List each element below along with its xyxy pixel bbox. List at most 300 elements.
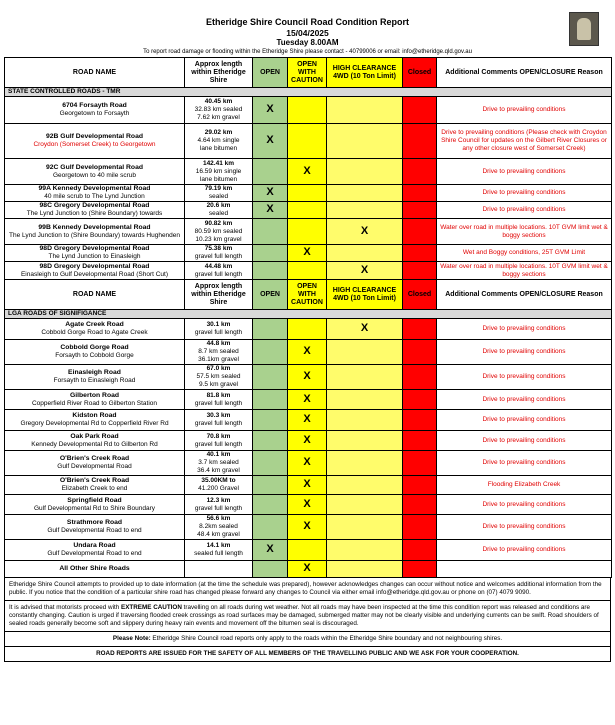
status-high-cell [327,561,403,578]
status-high-cell [327,515,403,540]
comment-cell [437,202,612,219]
status-high-cell [327,476,403,495]
length-line: 75.38 km [204,245,233,252]
comment: Water over road in multiple locations. 10T GVM limit wet & boggy sections [440,262,608,278]
safety-notice: ROAD REPORTS ARE ISSUED FOR THE SAFETY OF ALL MEMBERS OF THE TRAVELLING PUBLIC AND WE ASK FOR YOUR COOPERATION. [4,647,611,662]
status-closed-cell [403,540,437,561]
col-road-name-2: ROAD NAME [5,280,185,310]
status-high-cell [327,365,403,390]
status-high-cell [327,319,403,340]
status-open-cell [253,540,288,561]
status-closed-cell [403,495,437,515]
length-line: 32.83 km sealed [194,106,243,113]
table-row [5,390,612,410]
comment-cell [437,185,612,202]
status-mark: X [303,164,311,177]
status-closed-cell [403,219,437,245]
status-open-cell [253,410,288,431]
road-section: Forsayth to Cobbold Gorge [55,352,134,359]
disclaimer-2c: travelling on all roads during wet weather. Not all roads may have been inspected at the time this condition report was released and conditions are constantly changing. Caution is urged if traversing flooded creek crossings as road surfaces may be damaged, submerged matter may not be clearly visible and underlying currents can be swift. Road shoulders of sealed roads generally become soft and slippery during heavy rain events and movement off the bitumen seal is discouraged. [9,604,599,627]
length-line: lane bitumen [199,145,238,152]
length-line: 40.45 km [204,98,233,105]
status-caution-cell [288,431,327,451]
comment-cell [437,390,612,410]
status-high-cell [327,410,403,431]
road-section: Gulf Developmental Road to end [47,550,142,557]
status-mark: X [303,562,311,574]
road-report-page [4,3,611,719]
road-name-cell [5,451,185,476]
comment-cell [437,540,612,561]
road-name: Strathmore Road [66,519,123,526]
road-name-cell [5,365,185,390]
comment-cell [437,515,612,540]
status-open-cell [253,365,288,390]
table-row [5,431,612,451]
col-road-name: ROAD NAME [5,58,185,88]
col-open-2: OPEN [253,280,288,310]
road-name: Springfield Road [67,496,122,504]
length-cell [185,495,253,515]
status-high-cell [327,451,403,476]
table-row [5,245,612,262]
road-section: Gulf Developmental Road to end [47,527,142,534]
status-closed-cell [403,451,437,476]
lga-header-row [5,280,612,310]
status-mark: X [303,456,311,468]
table-row [5,495,612,515]
council-logo-icon [569,12,599,46]
road-name: 98C Gregory Developmental Road [39,202,150,209]
disclaimer-3 [4,632,611,647]
status-high-cell [327,540,403,561]
length-line: 10.23 km gravel [195,235,242,243]
status-closed-cell [403,319,437,340]
length-cell [185,219,253,245]
status-open-cell [253,561,288,578]
road-name-cell [5,202,185,219]
status-mark: X [303,413,311,425]
road-name-cell [5,431,185,451]
status-caution-cell [288,124,327,159]
road-name-cell [5,159,185,185]
status-mark: X [360,263,369,276]
table-row [5,340,612,365]
status-mark: X [266,543,274,555]
status-high-cell [327,185,403,202]
road-name-cell [5,245,185,262]
length-line: 30.3 km [206,412,231,419]
status-caution-cell [288,97,327,124]
status-open-cell [253,262,288,280]
status-open-cell [253,245,288,262]
length-line: 8.7 km sealed [198,348,239,355]
status-high-cell [327,495,403,515]
road-name: O'Brien's Creek Road [59,455,130,462]
status-mark: X [303,246,311,258]
length-cell [185,540,253,561]
length-line: 8.2km sealed [199,523,238,530]
status-open-cell [253,340,288,365]
length-cell [185,262,253,280]
comment-cell [437,262,612,280]
length-cell [185,245,253,262]
road-name-cell [5,561,185,578]
road-name-cell [5,340,185,365]
table-row [5,124,612,159]
status-closed-cell [403,262,437,280]
status-mark: X [266,134,274,146]
comment-cell [437,340,612,365]
road-section: 40 mile scrub to The Lynd Junction [44,193,145,200]
status-closed-cell [403,476,437,495]
length-cell [185,97,253,124]
road-name-cell [5,219,185,245]
road-section: Croydon (Somerset Creek) to Georgetown [33,141,156,148]
table-row [5,515,612,540]
report-date: 15/04/2025 [286,28,329,38]
status-closed-cell [403,202,437,219]
status-open-cell [253,185,288,202]
road-name: 98D Gregory Developmental Road [39,245,150,252]
status-high-cell [327,431,403,451]
status-open-cell [253,451,288,476]
status-caution-cell [288,476,327,495]
table-row [5,159,612,185]
road-name-cell [5,515,185,540]
length-line: gravel full length [194,504,243,512]
road-section: Georgetown to 40 mile scrub [52,171,137,179]
report-contact: To report road damage or flooding within the Etheridge Shire please contact - 40799006 or email: info@etheridge.qld.gov.au [143,49,472,55]
status-closed-cell [403,159,437,185]
state-header-row [5,58,612,88]
report-time: Tuesday 8.00AM [276,38,339,47]
status-mark: X [266,186,274,198]
col-length-2: Approx length within Etheridge Shire [185,280,253,310]
road-name-cell [5,540,185,561]
comment: Drive to prevailing conditions [482,416,566,423]
status-mark: X [303,345,311,357]
disclaimer-2 [4,601,611,632]
comment: Drive to prevailing conditions [482,189,566,196]
length-line: 30.1 km [206,321,231,328]
status-open-cell [253,219,288,245]
comment: Flooding Elizabeth Creek [487,481,561,488]
comment-cell [437,431,612,451]
status-open-cell [253,495,288,515]
col-caution: OPEN WITH CAUTION [288,58,327,88]
length-line: 12.3 km [206,496,231,504]
road-name: 99A Kennedy Developmental Road [38,185,151,192]
comment: Drive to prevailing conditions [482,373,566,380]
length-line: gravel full length [194,420,243,427]
road-name: Undara Road [73,542,116,549]
table-row [5,476,612,495]
length-line: lane bitumen [199,175,238,183]
road-section: Georgetown to Forsayth [59,110,130,117]
road-section: Copperfield River Road to Gilberton Station [31,399,157,407]
comment: Drive to prevailing conditions (Please check with Croydon Shire Council for updates on the Gilbert River Closures or any other closure west of Somerset Creek) [441,129,607,152]
road-name: Gilberton Road [69,391,120,399]
comment: Drive to prevailing conditions [482,106,566,113]
status-closed-cell [403,431,437,451]
road-section: Elizabeth Creek to end [61,485,128,492]
length-line: gravel full length [194,399,243,407]
disclaimer-2a: It is advised that motorists proceed with [9,604,121,611]
status-high-cell [327,202,403,219]
length-cell [185,561,253,578]
length-line: 80.59 km sealed [194,227,243,235]
status-mark: X [360,322,369,334]
road-section: Einasleigh to Gulf Developmental Road (Short Cut) [20,270,169,278]
length-line: 57.5 km sealed [196,373,241,380]
col-closed: Closed [403,58,437,88]
status-caution-cell [288,219,327,245]
comment: Drive to prevailing conditions [482,325,566,332]
length-cell [185,185,253,202]
length-line: 142.41 km [202,159,235,167]
comment: Drive to prevailing conditions [482,395,566,403]
status-closed-cell [403,340,437,365]
road-section: Forsayth to Einasleigh Road [53,377,136,384]
status-high-cell [327,124,403,159]
table-row [5,97,612,124]
status-closed-cell [403,390,437,410]
length-line: 44.8 km [206,340,231,347]
status-mark: X [303,478,311,490]
status-caution-cell [288,515,327,540]
road-condition-table [4,57,612,578]
status-open-cell [253,159,288,185]
status-mark: X [303,433,311,446]
status-high-cell [327,245,403,262]
road-name: 92C Gulf Developmental Road [45,163,144,171]
length-line: 81.8 km [206,391,231,399]
status-closed-cell [403,245,437,262]
status-high-cell [327,219,403,245]
status-high-cell [327,262,403,280]
table-row [5,219,612,245]
length-line: sealed full length [194,550,243,557]
status-mark: X [266,103,274,115]
col-comments-2: Additional Comments OPEN/CLOSURE Reason [437,280,612,310]
road-name: Agate Creek Road [65,321,124,328]
length-cell [185,515,253,540]
road-name: O'Brien's Creek Road [59,477,130,484]
length-line: 4.64 km single [197,137,240,144]
length-line: sealed [208,210,229,217]
col-length: Approx length within Etheridge Shire [185,58,253,88]
road-name: 98D Gregory Developmental Road [39,262,150,270]
comment-cell [437,365,612,390]
length-cell [185,202,253,219]
table-row [5,561,612,578]
road-name-cell [5,124,185,159]
comment: Drive to prevailing conditions [482,546,566,553]
status-mark: X [303,497,311,510]
length-line: gravel full length [194,329,243,336]
status-caution-cell [288,410,327,431]
status-closed-cell [403,410,437,431]
length-line: 44.48 km [204,262,233,270]
please-note: Please Note: [112,635,151,642]
road-name: Kidston Road [72,412,117,419]
road-name-cell [5,410,185,431]
comment: Drive to prevailing conditions [482,523,566,530]
length-cell [185,365,253,390]
length-line: 9.5 km gravel [198,381,239,388]
length-line: 70.8 km [206,432,231,440]
status-caution-cell [288,185,327,202]
length-cell [185,124,253,159]
table-row [5,185,612,202]
road-section: The Lynd Junction to (Shire Boundary) towards [26,210,163,217]
status-caution-cell [288,540,327,561]
road-name-cell [5,185,185,202]
table-row [5,451,612,476]
status-open-cell [253,515,288,540]
status-mark: X [360,224,369,237]
length-line: gravel full length [194,253,243,260]
length-line: 48.4 km gravel [197,531,240,538]
status-caution-cell [288,245,327,262]
comment-cell [437,476,612,495]
length-line: 56.6 km [206,515,231,522]
status-open-cell [253,319,288,340]
length-cell [185,476,253,495]
road-section: Kennedy Developmental Rd to Gilberton Rd [31,440,158,448]
length-line: 20.6 km [206,202,231,209]
comment-cell [437,495,612,515]
road-section: The Lynd Junction to Einasleigh [48,253,141,260]
road-name: Cobbold Gorge Road [60,344,129,351]
comment: Water over road in multiple locations. 10T GVM limit wet & boggy sections [440,223,608,239]
length-cell [185,431,253,451]
col-closed-2: Closed [403,280,437,310]
col-caution-2: OPEN WITH CAUTION [288,280,327,310]
status-caution-cell [288,340,327,365]
length-line: 35.00KM to [201,477,236,484]
length-line: 3.7 km sealed [198,459,239,466]
comment-cell [437,159,612,185]
road-name: 99B Kennedy Developmental Road [38,223,151,231]
length-line: 36.1km gravel [198,356,239,363]
col-comments: Additional Comments OPEN/CLOSURE Reason [437,58,612,88]
status-caution-cell [288,390,327,410]
section-lga-label: LGA ROADS OF SIGNIFIGANCE [5,310,612,319]
length-cell [185,390,253,410]
length-cell [185,410,253,431]
table-row [5,202,612,219]
status-mark: X [303,520,311,532]
status-caution-cell [288,561,327,578]
table-row [5,262,612,280]
comment-cell [437,410,612,431]
length-cell [185,340,253,365]
comment-cell [437,124,612,159]
length-line: 40.1 km [206,451,231,458]
road-name: All Other Shire Roads [59,565,130,572]
road-name-cell [5,495,185,515]
length-line: 90.82 km [204,219,233,227]
length-line: gravel full length [194,440,243,448]
comment-cell [437,451,612,476]
section-state [5,88,612,97]
road-name-cell [5,262,185,280]
road-section: Gregory Developmental Rd to Copperfield River Rd [20,420,169,427]
status-open-cell [253,476,288,495]
col-high-clearance: HIGH CLEARANCE 4WD (10 Ton Limit) [327,58,403,88]
length-cell [185,319,253,340]
status-high-cell [327,97,403,124]
length-line: 41.200 Gravel [198,485,239,492]
comment: Drive to prevailing conditions [482,500,566,508]
col-open: OPEN [253,58,288,88]
status-mark: X [303,370,311,382]
status-caution-cell [288,319,327,340]
road-name-cell [5,476,185,495]
road-section: Gulf Developmental Road [57,463,132,470]
road-name-cell [5,319,185,340]
road-section: The Lynd Junction to (Shire Boundary) towards Hughenden [8,231,181,239]
status-closed-cell [403,515,437,540]
status-caution-cell [288,365,327,390]
status-mark: X [303,392,311,405]
status-open-cell [253,431,288,451]
status-closed-cell [403,185,437,202]
length-line: 79.19 km [204,185,233,192]
road-name-cell [5,390,185,410]
table-row [5,319,612,340]
status-mark: X [266,203,274,215]
length-line: sealed [208,193,229,200]
table-row [5,410,612,431]
status-closed-cell [403,124,437,159]
comment: Drive to prevailing conditions [482,167,566,175]
comment: Drive to prevailing conditions [482,348,566,355]
report-title: Etheridge Shire Council Road Condition Report [205,17,409,27]
status-high-cell [327,340,403,365]
comment: Drive to prevailing conditions [482,459,566,466]
status-open-cell [253,390,288,410]
status-high-cell [327,390,403,410]
status-caution-cell [288,451,327,476]
length-line: 67.0 km [206,365,231,372]
length-line: 29.02 km [204,129,233,136]
road-name: Oak Park Road [70,432,119,440]
length-line: 36.4 km gravel [197,467,240,474]
extreme-caution: EXTREME CAUTION [121,604,182,611]
disclaimer-1: Etheridge Shire Council attempts to provided up to date information (at the time the schedule was prepared), however acknowledges changes can occur without notice and welcomes additional information from the public. If you notice that the condition of a particular shire road has changed please forward any changes to Council via either email info@etheridge.qld.gov.au or phone on (07) 4079 9090. [4,578,611,601]
road-name: 92B Gulf Developmental Road [45,133,144,140]
comment: Drive to prevailing conditions [482,206,566,213]
comment-cell [437,561,612,578]
length-line: gravel full length [194,270,243,278]
length-line: 14.1 km [206,542,231,549]
road-section: Cobbold Gorge Road to Agate Creek [41,329,148,336]
section-lga [5,310,612,319]
status-open-cell [253,124,288,159]
status-closed-cell [403,365,437,390]
status-open-cell [253,202,288,219]
length-cell [185,451,253,476]
road-name: 6704 Forsayth Road [62,102,127,109]
road-name-cell [5,97,185,124]
road-name: Einasleigh Road [68,369,121,376]
length-line: 16.59 km single [195,167,242,175]
status-caution-cell [288,159,327,185]
status-closed-cell [403,561,437,578]
